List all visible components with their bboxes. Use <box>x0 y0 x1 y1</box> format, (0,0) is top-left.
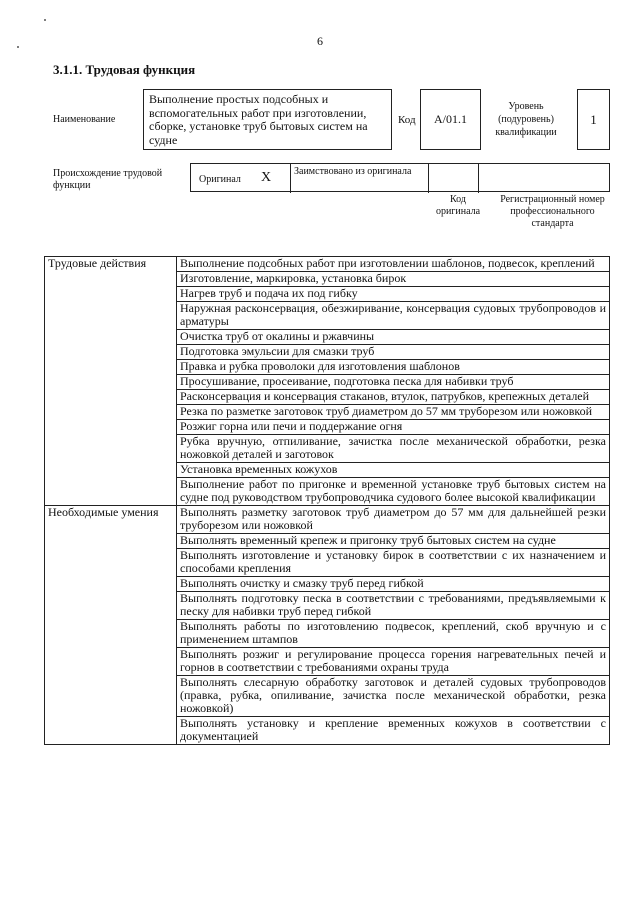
item-cell: Подготовка эмульсии для смазки труб <box>177 345 610 360</box>
original-mark: X <box>261 170 272 185</box>
item-cell: Выполнять очистку и смазку труб перед гибкой <box>177 577 610 592</box>
code-orig-cell <box>429 164 479 193</box>
table-row <box>45 257 610 272</box>
item-cell: Установка временных кожухов <box>177 463 610 478</box>
item-cell: Выполнять разметку заготовок труб диаметром до 57 мм для дальнейшей резки труборезом или ножовкой <box>177 506 610 534</box>
section-heading: 3.1.1. Трудовая функция <box>53 62 196 77</box>
borrowed-cell <box>291 164 429 193</box>
item-cell: Выполнять установку и крепление временных кожухов в соответствии с документацией <box>177 717 610 745</box>
category-cell: Трудовые действия <box>45 257 177 506</box>
requirements-table-body <box>45 257 610 745</box>
item-cell: Выполнять временный крепеж и пригонку труб бытовых систем на судне <box>177 534 610 549</box>
item-cell: Расконсервация и консервация стаканов, втулок, патрубков, крепежных деталей <box>177 390 610 405</box>
origin-row <box>190 163 610 192</box>
origin-label: Происхождение трудовой функции <box>53 168 163 191</box>
original-label: Оригинал <box>199 174 241 185</box>
item-cell: Выполнять слесарную обработку заготовок и деталей судовых трубопроводов (правка, рубка, опиливание, зачистка после механической обработки, резка ножовкой) <box>177 676 610 717</box>
item-cell: Рубка вручную, отпиливание, зачистка после механической обработки, резка ножовкой деталей и заготовок <box>177 435 610 463</box>
item-cell: Резка по разметке заготовок труб диаметром до 57 мм труборезом или ножовкой <box>177 405 610 420</box>
level-value-box: 1 <box>577 89 610 150</box>
item-cell: Наружная расконсервация, обезжиривание, консервация судовых трубопроводов и арматуры <box>177 302 610 330</box>
page-number: 6 <box>317 34 323 48</box>
item-cell: Выполнять розжиг и регулирование процесса горения нагревательных печей и горнов в соответствии с требованиями охраны труда <box>177 648 610 676</box>
item-cell: Выполнять подготовку песка в соответствии с требованиями, предъявляемыми к песку для набивки труб перед гибкой <box>177 592 610 620</box>
level-label: Уровень (подуровень) квалификации <box>495 101 557 138</box>
code-value-box: A/01.1 <box>420 89 481 150</box>
item-cell: Выполнение подсобных работ при изготовлении шаблонов, подвесок, креплений <box>177 257 610 272</box>
item-cell: Изготовление, маркировка, установка бирок <box>177 272 610 287</box>
item-cell: Правка и рубка проволоки для изготовления шаблонов <box>177 360 610 375</box>
reg-number-label: Регистрационный номер профессионального стандарта <box>500 194 605 229</box>
item-cell: Очистка труб от окалины и ржавчины <box>177 330 610 345</box>
item-cell: Нагрев труб и подача их под гибку <box>177 287 610 302</box>
scan-speck <box>44 19 46 21</box>
code-orig-label: Код оригинала <box>435 194 481 217</box>
name-label: Наименование <box>53 114 116 125</box>
original-cell <box>191 164 291 193</box>
item-cell: Выполнение работ по пригонке и временной установке труб бытовых систем на судне под руководством трубопроводчика судового более высокой квалификации <box>177 478 610 506</box>
requirements-table <box>44 256 610 745</box>
reg-number-cell <box>479 164 611 193</box>
function-name-box: Выполнение простых подсобных и вспомогательных работ при изготовлении, сборке, установке труб бытовых систем на судне <box>143 89 392 150</box>
category-cell: Необходимые умения <box>45 506 177 745</box>
code-label: Код <box>398 114 416 126</box>
item-cell: Выполнять работы по изготовлению подвесок, креплений, скоб вручную и с применением штампов <box>177 620 610 648</box>
item-cell: Просушивание, просеивание, подготовка песка для набивки труб <box>177 375 610 390</box>
item-cell: Выполнять изготовление и установку бирок в соответствии с их назначением и способами крепления <box>177 549 610 577</box>
borrowed-label: Заимствовано из оригинала <box>294 166 412 177</box>
table-row <box>45 506 610 534</box>
item-cell: Розжиг горна или печи и поддержание огня <box>177 420 610 435</box>
